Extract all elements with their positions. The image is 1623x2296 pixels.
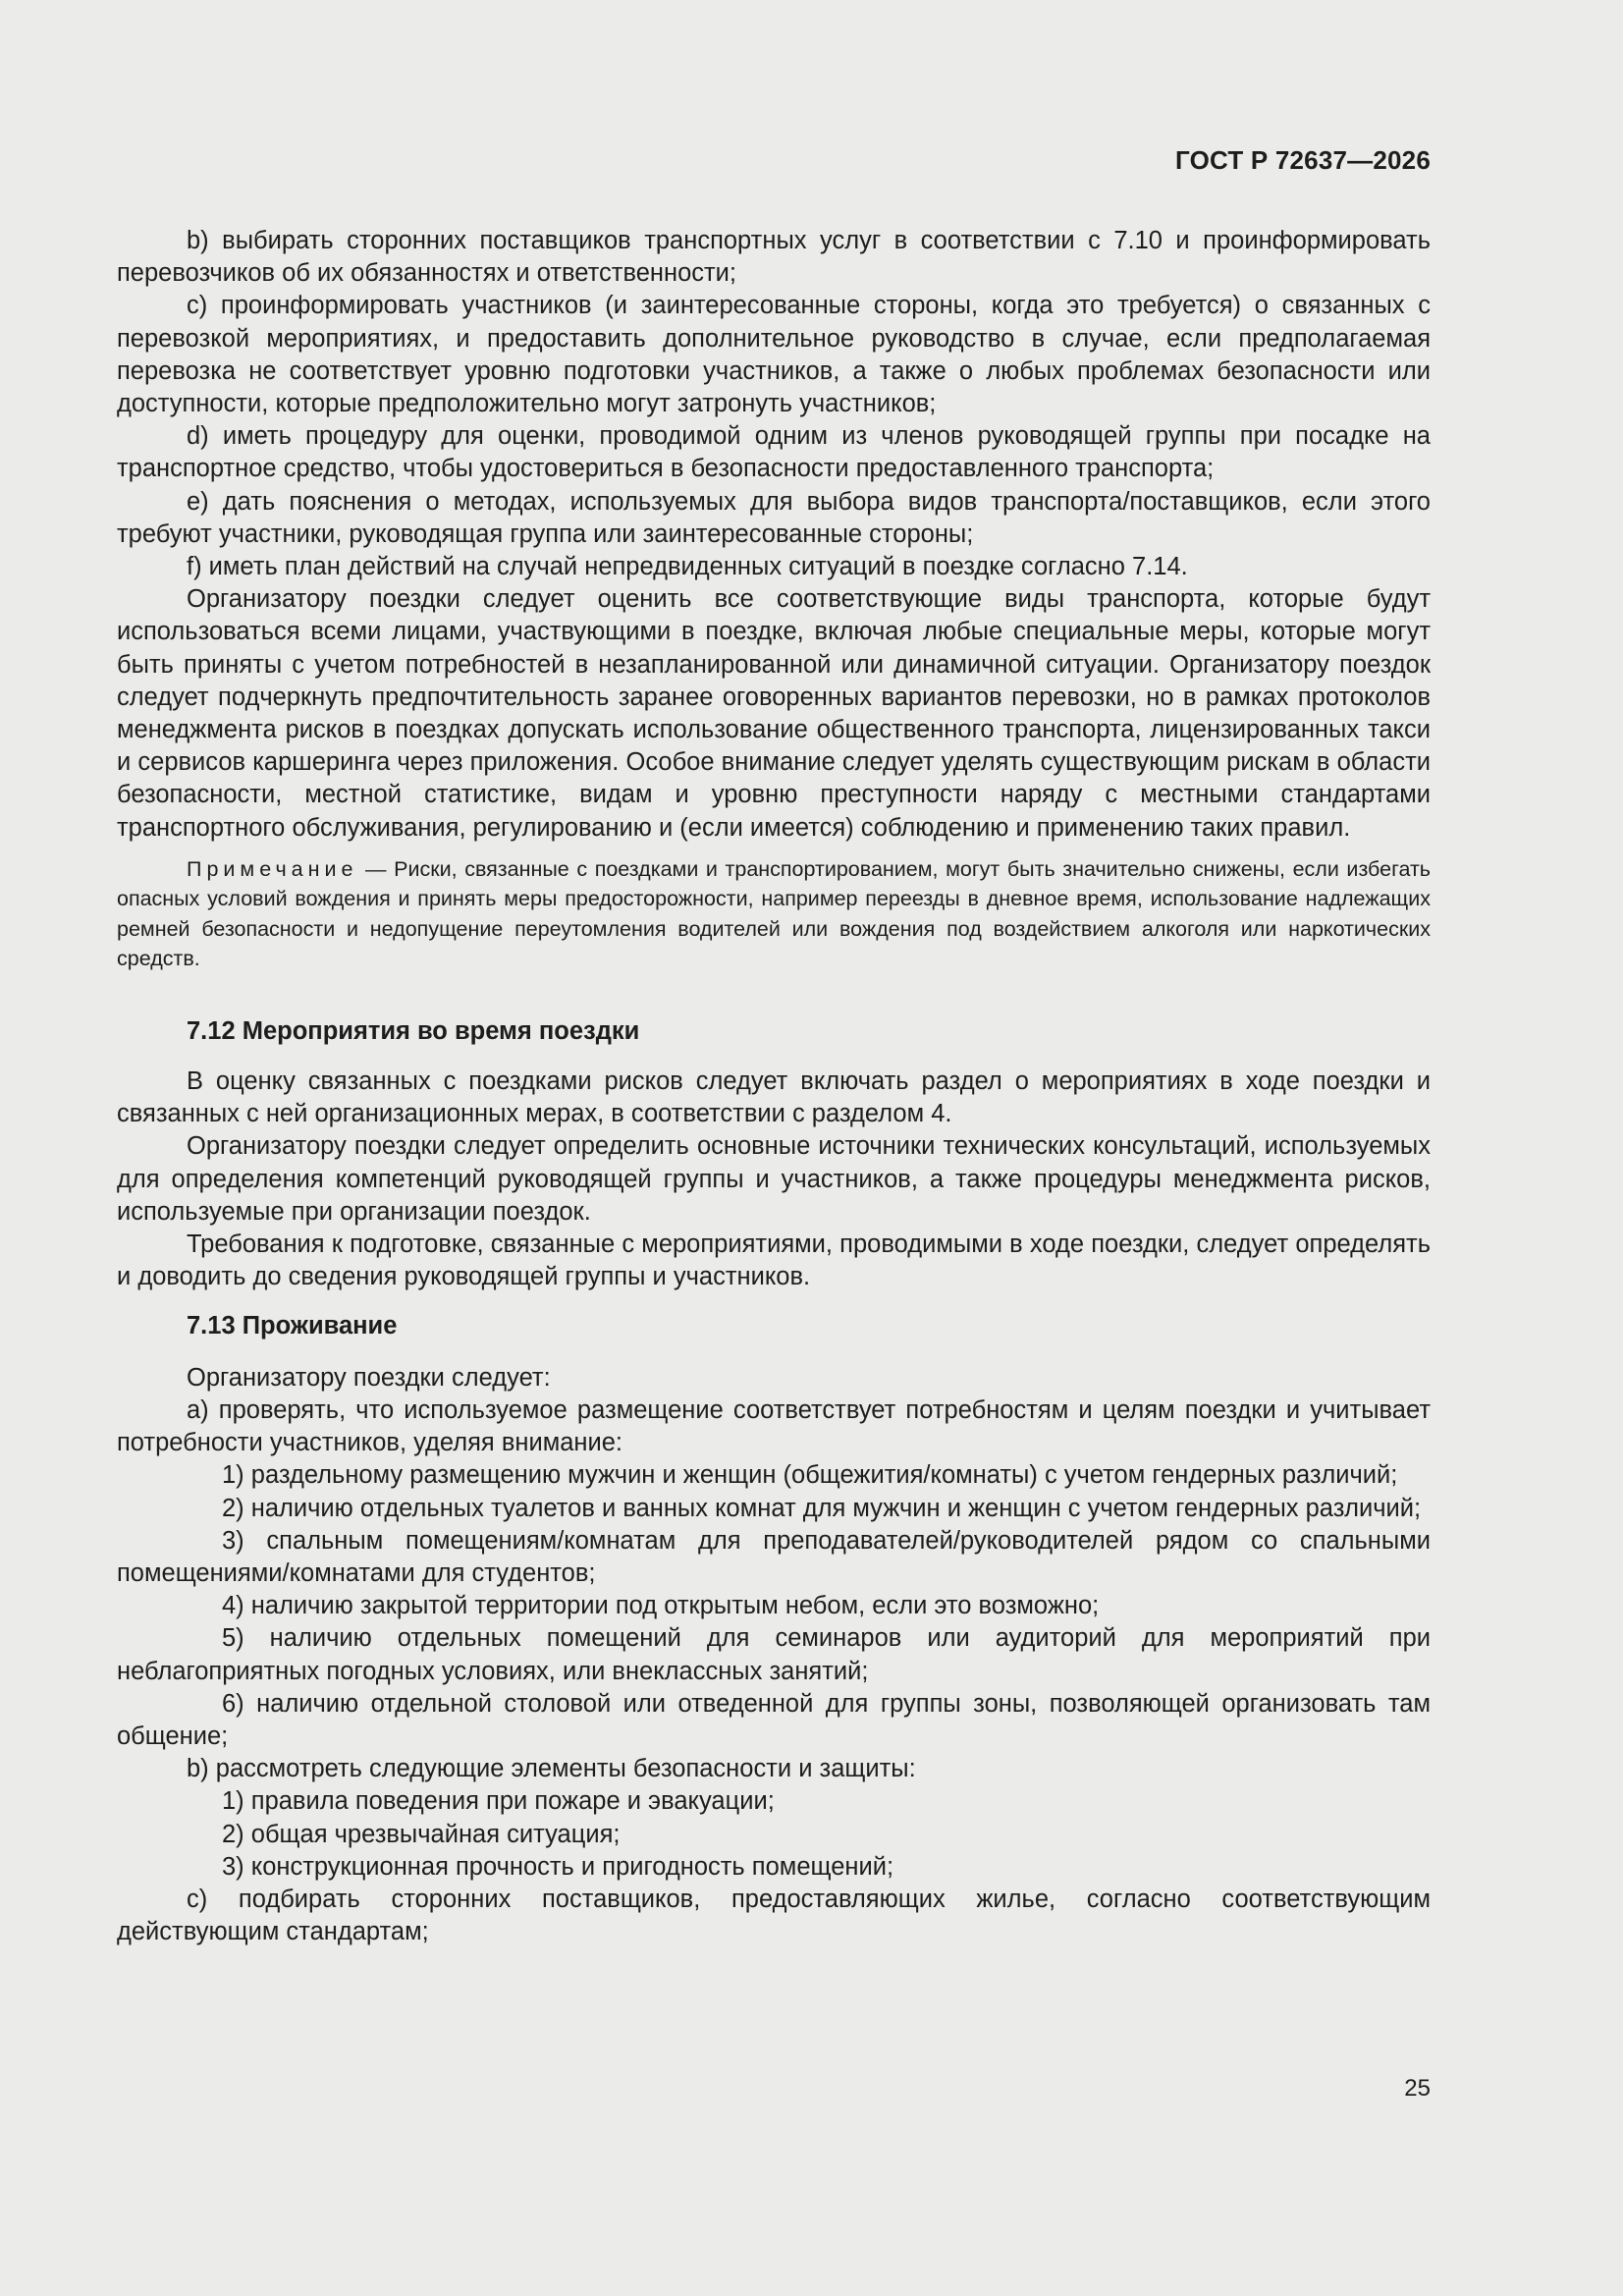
list-item-f: f) иметь план действий на случай непредвиденных ситуаций в поездке согласно 7.14. — [187, 553, 1188, 581]
page-body — [117, 225, 1431, 1948]
section-heading-7-12: 7.12 Мероприятия во время поездки — [187, 1016, 640, 1045]
sub-item-b1: 1) правила поведения при пожаре и эвакуации; — [222, 1787, 775, 1816]
list-item-e: e) дать пояснения о методах, используемых для выбора видов транспорта/поставщиков, если этого требуют участники, руководящая группа или заинтересованные стороны; — [117, 487, 1431, 548]
document-page — [117, 0, 1431, 2296]
sub-item-a5: 5) наличию отдельных помещений для семинаров или аудиторий для мероприятий при неблагоприятных погодных условиях, или внеклассных занятий; — [117, 1624, 1431, 1685]
sub-item-a2: 2) наличию отдельных туалетов и ванных комнат для мужчин и женщин с учетом гендерных различий; — [222, 1494, 1422, 1522]
section-7-13-intro: Организатору поездки следует: — [187, 1363, 551, 1392]
list-item-b-safety: b) рассмотреть следующие элементы безопасности и защиты: — [187, 1755, 916, 1783]
note-block — [117, 854, 1431, 974]
list-item-c: c) проинформировать участников (и заинтересованные стороны, когда это требуется) о связанных с перевозкой мероприятиях, и предоставить дополнительное руководство в случае, если предполагаемая перевозка не соответствует уровню подготовки участников, а также о любых проблемах безопасности или доступности, которые предположительно могут затронуть участников; — [117, 292, 1431, 418]
transport-paragraph: Организатору поездки следует оценить все соответствующие виды транспорта, которые будут использоваться всеми лицами, участвующими в поездке, включая любые специальные меры, которые могут быть приняты с учетом потребностей в незапланированной или динамичной ситуации. Организатору поездок следует подчеркнуть предпочтительность заранее оговоренных вариантов перевозки, но в рамках протоколов менеджмента рисков в поездках допускать использование общественного транспорта, лицензированных такси и сервисов каршеринга через приложения. Особое внимание следует уделять существующим рискам в области безопасности, местной статистике, видам и уровню преступности наряду с местными стандартами транспортного обслуживания, регулированию и (если имеется) соблюдению и применению таких правил. — [117, 585, 1431, 842]
document-standard-number: ГОСТ Р 72637—2026 — [1175, 145, 1431, 175]
sub-item-a1: 1) раздельному размещению мужчин и женщин (общежития/комнаты) с учетом гендерных различий; — [222, 1461, 1398, 1490]
sub-item-b3: 3) конструкционная прочность и пригодность помещений; — [222, 1852, 894, 1881]
note-text: — Риски, связанные с поездками и транспортированием, могут быть значительно снижены, если избегать опасных условий вождения и принять меры предосторожности, например переезды в дневное время, использование надлежащих ремней безопасности и недопущение переутомления водителей или вождения под воздействием алкоголя или наркотических средств. — [117, 856, 1431, 971]
sub-item-a4: 4) наличию закрытой территории под открытым небом, если это возможно; — [222, 1592, 1100, 1620]
list-item-b: b) выбирать сторонних поставщиков транспортных услуг в соответствии с 7.10 и проинформировать перевозчиков об их обязанностях и ответственности; — [117, 227, 1431, 288]
sub-item-b2: 2) общая чрезвычайная ситуация; — [222, 1820, 621, 1848]
section-7-12-paragraph: Организатору поездки следует определить основные источники технических консультаций, используемых для определения компетенций руководящей группы и участников, а также процедуры менеджмента рисков, используемые при организации поездок. — [117, 1132, 1431, 1226]
section-7-12-paragraph: В оценку связанных с поездками рисков следует включать раздел о мероприятиях в ходе поездки и связанных с ней организационных мерах, в соответствии с разделом 4. — [117, 1067, 1431, 1128]
sub-item-a3: 3) спальным помещениям/комнатам для преподавателей/руководителей рядом со спальными помещениями/комнатами для студентов; — [117, 1526, 1431, 1587]
section-heading-7-13: 7.13 Проживание — [187, 1312, 398, 1340]
section-7-12-paragraph: Требования к подготовке, связанные с мероприятиями, проводимыми в ходе поездки, следует определять и доводить до сведения руководящей группы и участников. — [117, 1230, 1431, 1291]
page-number: 25 — [1404, 2075, 1431, 2102]
sub-item-a6: 6) наличию отдельной столовой или отведенной для группы зоны, позволяющей организовать там общение; — [117, 1689, 1431, 1750]
list-item-d: d) иметь процедуру для оценки, проводимой одним из членов руководящей группы при посадке на транспортное средство, чтобы удостовериться в безопасности предоставленного транспорта; — [117, 422, 1431, 483]
list-item-c-suppliers: c) подбирать сторонних поставщиков, предоставляющих жилье, согласно соответствующим действующим стандартам; — [117, 1885, 1431, 1946]
list-item-a: a) проверять, что используемое размещение соответствует потребностям и целям поездки и учитывает потребности участников, уделяя внимание: — [117, 1395, 1431, 1457]
note-label: Примечание — [187, 856, 358, 881]
